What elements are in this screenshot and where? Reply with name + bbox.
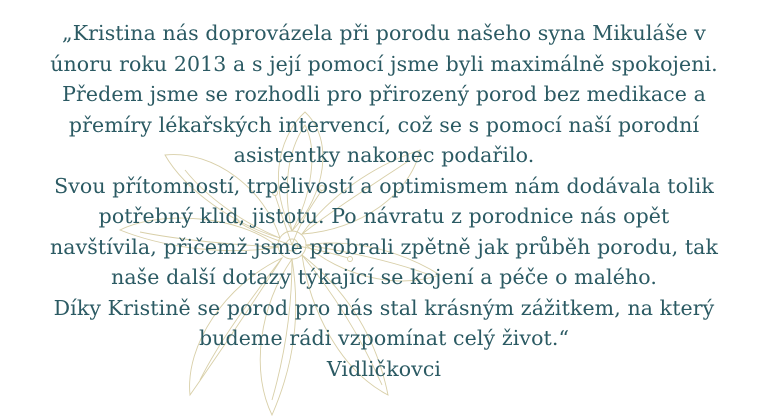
quote-author: Vidličkovci xyxy=(326,356,442,381)
quote-line: budeme rádi vzpomínat celý život.“ xyxy=(198,326,570,350)
quote-line: Svou přítomností, trpělivostí a optimismem nám dodávala tolik xyxy=(54,173,714,198)
quote-line: přemíry lékařských intervencí, což se s pomocí naší porodní xyxy=(68,112,700,137)
testimonial-quote xyxy=(34,18,734,384)
quote-line: Předem jsme se rozhodli pro přirozený porod bez medikace a xyxy=(62,82,706,106)
quote-line: Díky Kristině se porod pro nás stal krásným zážitkem, na který xyxy=(53,295,715,320)
quote-line: „Kristina nás doprovázela při porodu našeho syna Mikuláše v xyxy=(62,21,706,45)
quote-line: navštívila, přičemž jsme probrali zpětně jak průběh porodu, tak xyxy=(49,234,719,259)
quote-line: potřebný klid, jistotu. Po návratu z porodnice nás opět xyxy=(98,204,670,228)
quote-line: naše další dotazy týkající se kojení a péče o malého. xyxy=(111,265,657,289)
quote-line: asistentky nakonec podařilo. xyxy=(233,143,535,167)
quote-line: únoru roku 2013 a s její pomocí jsme byli maximálně spokojeni. xyxy=(50,51,718,76)
